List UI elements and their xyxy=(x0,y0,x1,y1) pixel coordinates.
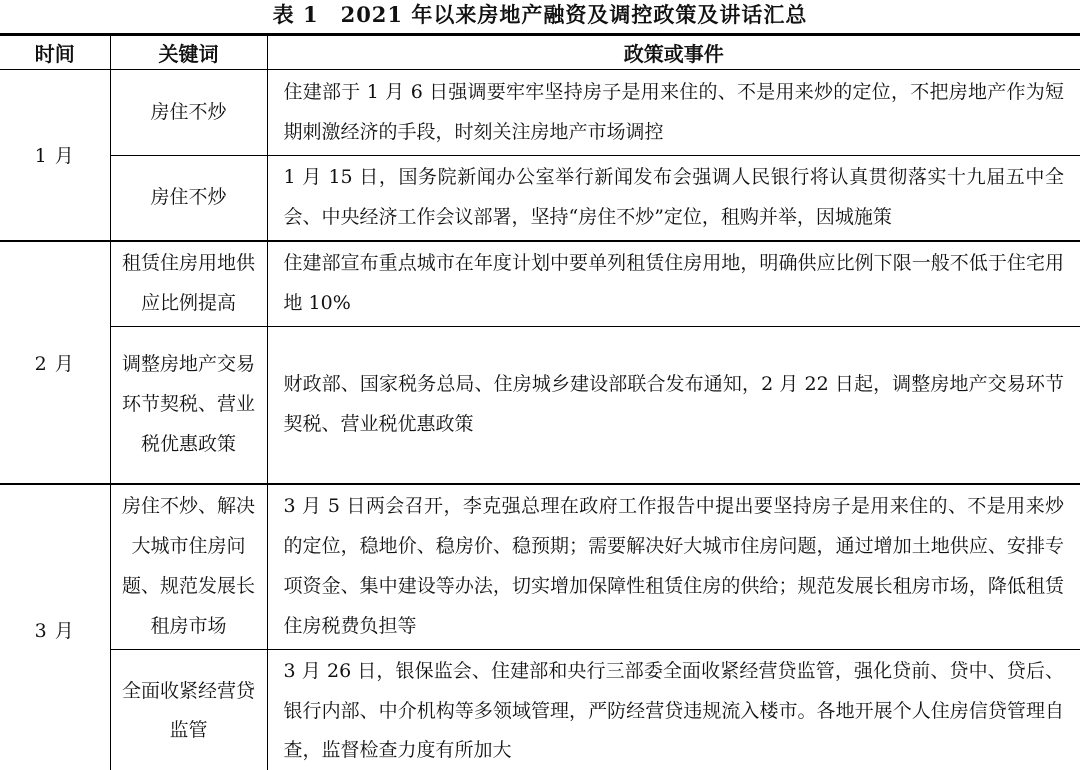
keyword-cell: 租赁住房用地供应比例提高 xyxy=(110,241,267,326)
column-header-policy: 政策或事件 xyxy=(267,35,1080,70)
policy-cell: 1 月 15 日，国务院新闻办公室举行新闻发布会强调人民银行将认真贯彻落实十九届五中全会、中央经济工作会议部署，坚持“房住不炒”定位，租购并举，因城施策 xyxy=(267,156,1080,241)
keyword-cell: 房住不炒、解决大城市住房问题、规范发展长租房市场 xyxy=(110,484,267,649)
table-title: 表 1 2021 年以来房地产融资及调控政策及讲话汇总 xyxy=(272,2,808,27)
keyword-cell: 房住不炒 xyxy=(110,70,267,156)
keyword-cell: 调整房地产交易环节契税、营业税优惠政策 xyxy=(110,326,267,484)
policy-cell: 住建部宣布重点城市在年度计划中要单列租赁住房用地，明确供应比例下限一般不低于住宅用地 10% xyxy=(267,241,1080,326)
table-header-row xyxy=(0,35,1080,70)
table-row xyxy=(0,156,1080,241)
policy-summary-table xyxy=(0,33,1080,770)
table-row xyxy=(0,484,1080,649)
month-cell-march: 3 月 xyxy=(0,484,110,770)
column-header-keyword: 关键词 xyxy=(110,35,267,70)
table-row xyxy=(0,70,1080,156)
table-row xyxy=(0,326,1080,484)
keyword-cell: 全面收紧经营贷监管 xyxy=(110,649,267,770)
policy-cell: 3 月 26 日，银保监会、住建部和央行三部委全面收紧经营贷监管，强化贷前、贷中、贷后、银行内部、中介机构等多领域管理，严防经营贷违规流入楼市。各地开展个人住房信贷管理自查，监督检查力度有所加大 xyxy=(267,649,1080,770)
keyword-cell: 房住不炒 xyxy=(110,156,267,241)
table-row xyxy=(0,649,1080,770)
policy-cell: 3 月 5 日两会召开，李克强总理在政府工作报告中提出要坚持房子是用来住的、不是用来炒的定位，稳地价、稳房价、稳预期；需要解决好大城市住房问题，通过增加土地供应、安排专项资金、集中建设等办法，切实增加保障性租赁住房的供给；规范发展长租房市场，降低租赁住房税费负担等 xyxy=(267,484,1080,649)
month-cell-february: 2 月 xyxy=(0,241,110,484)
policy-cell: 财政部、国家税务总局、住房城乡建设部联合发布通知，2 月 22 日起，调整房地产交易环节契税、营业税优惠政策 xyxy=(267,326,1080,484)
column-header-time: 时间 xyxy=(0,35,110,70)
month-cell-january: 1 月 xyxy=(0,70,110,241)
table-row xyxy=(0,241,1080,326)
policy-cell: 住建部于 1 月 6 日强调要牢牢坚持房子是用来住的、不是用来炒的定位，不把房地产作为短期刺激经济的手段，时刻关注房地产市场调控 xyxy=(267,70,1080,156)
